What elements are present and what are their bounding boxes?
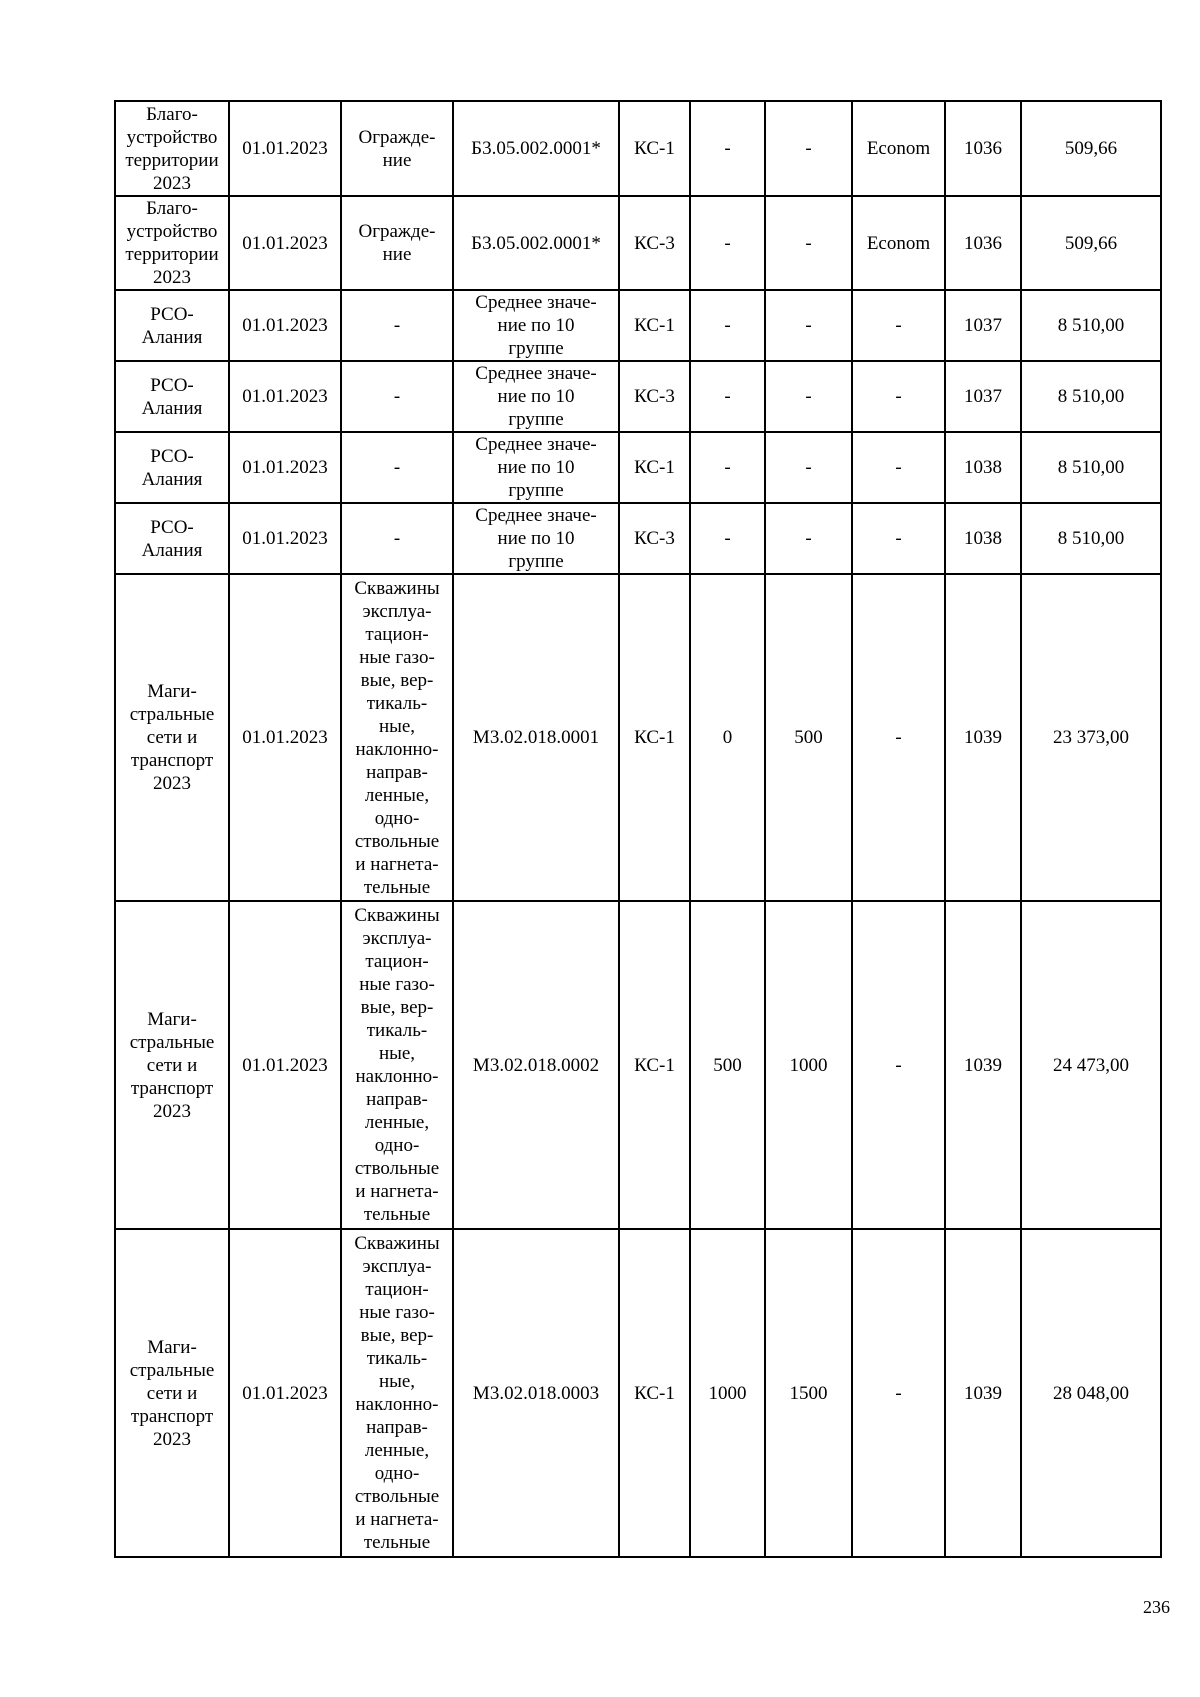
- table-row: [115, 432, 1161, 503]
- page-number: 236: [1143, 1597, 1170, 1617]
- cell-from: 500: [690, 901, 765, 1229]
- cell-code: М3.02.018.0002: [453, 901, 619, 1229]
- cell-number: 1039: [945, 574, 1021, 901]
- cell-name: Скважины эксплуа- тацион- ные газо- вые, вер- тикаль- ные, наклонно- направ- ленные, одно- ствольные и нагнета- тельные: [341, 901, 453, 1229]
- cell-number: 1039: [945, 901, 1021, 1229]
- cell-class: -: [852, 432, 945, 503]
- cell-ks: КС-3: [619, 361, 690, 432]
- cell-date: 01.01.2023: [229, 196, 341, 290]
- cell-price: 509,66: [1021, 196, 1161, 290]
- cell-from: -: [690, 432, 765, 503]
- cell-price: 8 510,00: [1021, 432, 1161, 503]
- table-row: [115, 101, 1161, 196]
- cell-to: -: [765, 196, 852, 290]
- cell-number: 1038: [945, 503, 1021, 574]
- cell-price: 8 510,00: [1021, 503, 1161, 574]
- cell-from: -: [690, 290, 765, 361]
- table-row: [115, 503, 1161, 574]
- cell-code: Среднее значе- ние по 10 группе: [453, 290, 619, 361]
- cell-class: -: [852, 1229, 945, 1557]
- cell-category: РСО- Алания: [115, 503, 229, 574]
- cell-category: Маги- стральные сети и транспорт 2023: [115, 1229, 229, 1557]
- cell-date: 01.01.2023: [229, 101, 341, 196]
- cell-code: Среднее значе- ние по 10 группе: [453, 361, 619, 432]
- cell-class: Econom: [852, 101, 945, 196]
- cell-code: М3.02.018.0001: [453, 574, 619, 901]
- cell-code: Среднее значе- ние по 10 группе: [453, 432, 619, 503]
- cell-date: 01.01.2023: [229, 503, 341, 574]
- cell-ks: КС-1: [619, 901, 690, 1229]
- cell-to: -: [765, 432, 852, 503]
- cell-code: Б3.05.002.0001*: [453, 101, 619, 196]
- cell-to: -: [765, 361, 852, 432]
- table-row: [115, 361, 1161, 432]
- cell-category: РСО- Алания: [115, 361, 229, 432]
- cell-date: 01.01.2023: [229, 361, 341, 432]
- cell-code: Среднее значе- ние по 10 группе: [453, 503, 619, 574]
- cell-from: 1000: [690, 1229, 765, 1557]
- table-row: [115, 196, 1161, 290]
- cell-class: -: [852, 361, 945, 432]
- table-row: [115, 901, 1161, 1229]
- table-row: [115, 574, 1161, 901]
- cell-number: 1038: [945, 432, 1021, 503]
- cell-price: 8 510,00: [1021, 290, 1161, 361]
- cell-date: 01.01.2023: [229, 574, 341, 901]
- table-row: [115, 290, 1161, 361]
- cell-code: Б3.05.002.0001*: [453, 196, 619, 290]
- cell-number: 1037: [945, 290, 1021, 361]
- cell-to: -: [765, 503, 852, 574]
- cell-name: -: [341, 503, 453, 574]
- cell-ks: КС-1: [619, 574, 690, 901]
- cell-ks: КС-3: [619, 196, 690, 290]
- cell-number: 1039: [945, 1229, 1021, 1557]
- cell-from: -: [690, 196, 765, 290]
- cell-category: Благо- устройство территории 2023: [115, 196, 229, 290]
- cell-price: 23 373,00: [1021, 574, 1161, 901]
- cell-price: 8 510,00: [1021, 361, 1161, 432]
- cell-name: -: [341, 432, 453, 503]
- cell-ks: КС-1: [619, 101, 690, 196]
- cell-name: -: [341, 361, 453, 432]
- price-table: [114, 100, 1162, 1558]
- cell-category: РСО- Алания: [115, 290, 229, 361]
- cell-from: -: [690, 503, 765, 574]
- cell-price: 24 473,00: [1021, 901, 1161, 1229]
- cell-category: Благо- устройство территории 2023: [115, 101, 229, 196]
- cell-class: -: [852, 290, 945, 361]
- cell-category: Маги- стральные сети и транспорт 2023: [115, 574, 229, 901]
- cell-from: 0: [690, 574, 765, 901]
- cell-category: Маги- стральные сети и транспорт 2023: [115, 901, 229, 1229]
- cell-date: 01.01.2023: [229, 432, 341, 503]
- cell-name: Огражде- ние: [341, 101, 453, 196]
- cell-name: Огражде- ние: [341, 196, 453, 290]
- cell-date: 01.01.2023: [229, 1229, 341, 1557]
- cell-to: 500: [765, 574, 852, 901]
- cell-to: -: [765, 101, 852, 196]
- cell-ks: КС-3: [619, 503, 690, 574]
- cell-class: -: [852, 574, 945, 901]
- cell-number: 1037: [945, 361, 1021, 432]
- cell-name: -: [341, 290, 453, 361]
- cell-to: -: [765, 290, 852, 361]
- cell-ks: КС-1: [619, 1229, 690, 1557]
- cell-to: 1000: [765, 901, 852, 1229]
- table-row: [115, 1229, 1161, 1557]
- cell-code: М3.02.018.0003: [453, 1229, 619, 1557]
- cell-to: 1500: [765, 1229, 852, 1557]
- cell-ks: КС-1: [619, 432, 690, 503]
- cell-from: -: [690, 361, 765, 432]
- cell-number: 1036: [945, 196, 1021, 290]
- cell-price: 509,66: [1021, 101, 1161, 196]
- cell-class: -: [852, 901, 945, 1229]
- cell-class: Econom: [852, 196, 945, 290]
- cell-ks: КС-1: [619, 290, 690, 361]
- cell-date: 01.01.2023: [229, 290, 341, 361]
- cell-number: 1036: [945, 101, 1021, 196]
- cell-name: Скважины эксплуа- тацион- ные газо- вые, вер- тикаль- ные, наклонно- направ- ленные, одно- ствольные и нагнета- тельные: [341, 1229, 453, 1557]
- cell-from: -: [690, 101, 765, 196]
- cell-price: 28 048,00: [1021, 1229, 1161, 1557]
- cell-name: Скважины эксплуа- тацион- ные газо- вые, вер- тикаль- ные, наклонно- направ- ленные, одно- ствольные и нагнета- тельные: [341, 574, 453, 901]
- cell-category: РСО- Алания: [115, 432, 229, 503]
- cell-date: 01.01.2023: [229, 901, 341, 1229]
- cell-class: -: [852, 503, 945, 574]
